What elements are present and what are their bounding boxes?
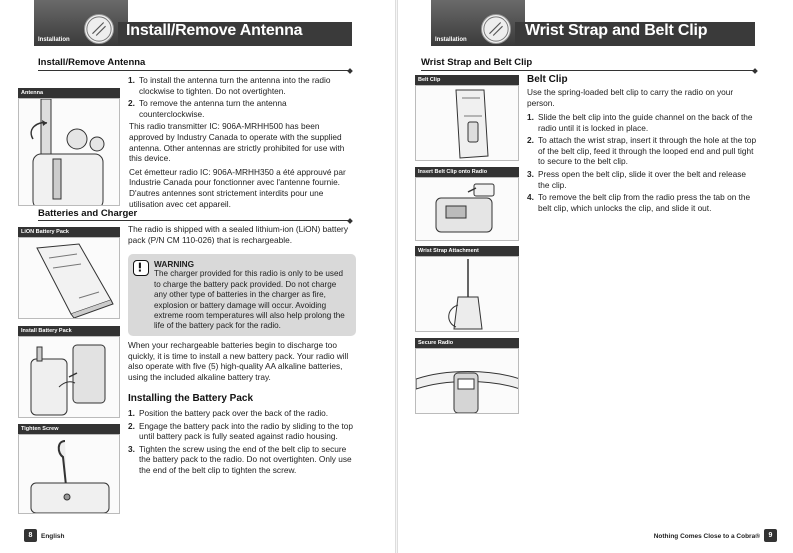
insert-belt-clip-label: Insert Belt Clip onto Radio (415, 167, 519, 177)
list-item: 2. To attach the wrist strap, insert it through the hole at the top of the belt clip, feed it through the looped end and pull tight to secure to the belt clip. (527, 135, 757, 167)
wrist-strap-heading-rule (421, 70, 755, 71)
antenna-steps (128, 75, 354, 119)
left-page-title: Install/Remove Antenna (126, 22, 303, 39)
belt-clip-intro: Use the spring-loaded belt clip to carry the radio on your person. (527, 87, 734, 108)
right-page (397, 0, 793, 553)
list-item: 1. Position the battery pack over the back of the radio. (128, 408, 329, 418)
wrist-strap-label: Wrist Strap Attachment (415, 246, 519, 256)
tighten-screw-illustration (18, 434, 120, 514)
install-battery-label: Install Battery Pack (18, 326, 120, 336)
warning-text: The charger provided for this radio is only to be used to charge the battery pack provided. Do not charge any other type of batteries in the charger as fire, explosion or battery damage will occur. Avoiding extreme room temperatures will also help prolong the life of the battery pack for the radio. (154, 269, 345, 331)
batteries-heading-rule (38, 220, 350, 221)
antenna-heading: Install/Remove Antenna (38, 57, 146, 68)
cobra-logo-icon (481, 14, 511, 44)
antenna-illustration-label: Antenna (18, 88, 120, 98)
install-steps-block (128, 408, 356, 478)
tighten-screw-label: Tighten Screw (18, 424, 120, 434)
belt-clip-steps (527, 112, 757, 213)
antenna-text (128, 75, 354, 212)
list-item: 4. To remove the belt clip from the radio press the tab on the belt clip, which unlocks the clip, and slide it out. (527, 192, 751, 213)
right-footer-text: Nothing Comes Close to a Cobra® (653, 533, 760, 540)
install-battery-illustration (18, 336, 120, 418)
list-item: 2. Engage the battery pack into the radio by sliding to the top until battery pack is fully seated against radio housing. (128, 420, 354, 442)
lion-battery-illustration (18, 237, 120, 319)
warning-box (128, 254, 356, 336)
batteries-heading: Batteries and Charger (38, 208, 138, 219)
list-item: 1. Slide the belt clip into the guide channel on the back of the radio until it is locked in place. (527, 112, 753, 133)
belt-clip-label: Belt Clip (415, 75, 519, 85)
left-section-label: Installation (38, 37, 70, 43)
industry-canada-en: This radio transmitter IC: 906A-MRHH500 has been approved by Industry Canada to operate with the supplied antenna. Other antennas are strictly prohibited for use with this device. (129, 121, 345, 164)
belt-clip-illustration (415, 85, 519, 161)
belt-clip-steps-block (527, 112, 757, 215)
wrist-strap-heading: Wrist Strap and Belt Clip (421, 57, 533, 68)
insert-belt-clip-illustration (415, 177, 519, 241)
left-footer-text: English (41, 533, 65, 540)
right-page-number: 9 (764, 529, 777, 542)
wrist-strap-illustration (415, 256, 519, 332)
list-item: 3. Tighten the screw using the end of the belt clip to secure the battery pack to the radio. Do not overtighten. Only use the end of the belt clip to tighten the screw. (128, 443, 352, 475)
secure-radio-label: Secure Radio (415, 338, 519, 348)
install-battery-heading: Installing the Battery Pack (128, 393, 254, 404)
battery-intro: The radio is shipped with a sealed lithium-ion (LiON) battery pack (P/N CM 110-026) that is rechargeable. (128, 224, 348, 245)
left-page (0, 0, 396, 553)
antenna-illustration (18, 98, 120, 206)
antenna-heading-rule (38, 70, 350, 71)
secure-radio-illustration (415, 348, 519, 414)
list-item: 2. To remove the antenna turn the antenna counterclockwise. (128, 98, 287, 119)
left-page-number: 8 (24, 529, 37, 542)
discharge-text: When your rechargeable batteries begin to discharge too quickly, it is time to install a new battery pack. Your radio will also operate with five (5) high-quality AA alkaline batteries, using the included alkaline battery tray. (128, 340, 349, 382)
lion-battery-label: LiON Battery Pack (18, 227, 120, 237)
right-header-tab (431, 0, 525, 46)
belt-clip-subheading: Belt Clip (527, 74, 568, 85)
industry-canada-fr: Cet émetteur radio IC: 906A-MRHH350 a été approuvé par Industrie Canada pour fonctionner avec l'antenne fournie. D'autres antennes sont strictement interdits pour une utilisation avec cet appareil. (129, 166, 346, 209)
list-item: 3. Press open the belt clip, slide it over the belt and release the clip. (527, 168, 747, 190)
cobra-logo-icon (84, 14, 114, 44)
left-header-tab (34, 0, 128, 46)
warning-icon (133, 260, 149, 276)
right-section-label: Installation (435, 37, 467, 43)
warning-title: WARNING (154, 259, 195, 269)
right-page-title: Wrist Strap and Belt Clip (525, 22, 708, 39)
list-item: 1. To install the antenna turn the antenna into the radio clockwise to tighten. Do not overtighten. (128, 75, 331, 96)
install-steps (128, 408, 356, 476)
